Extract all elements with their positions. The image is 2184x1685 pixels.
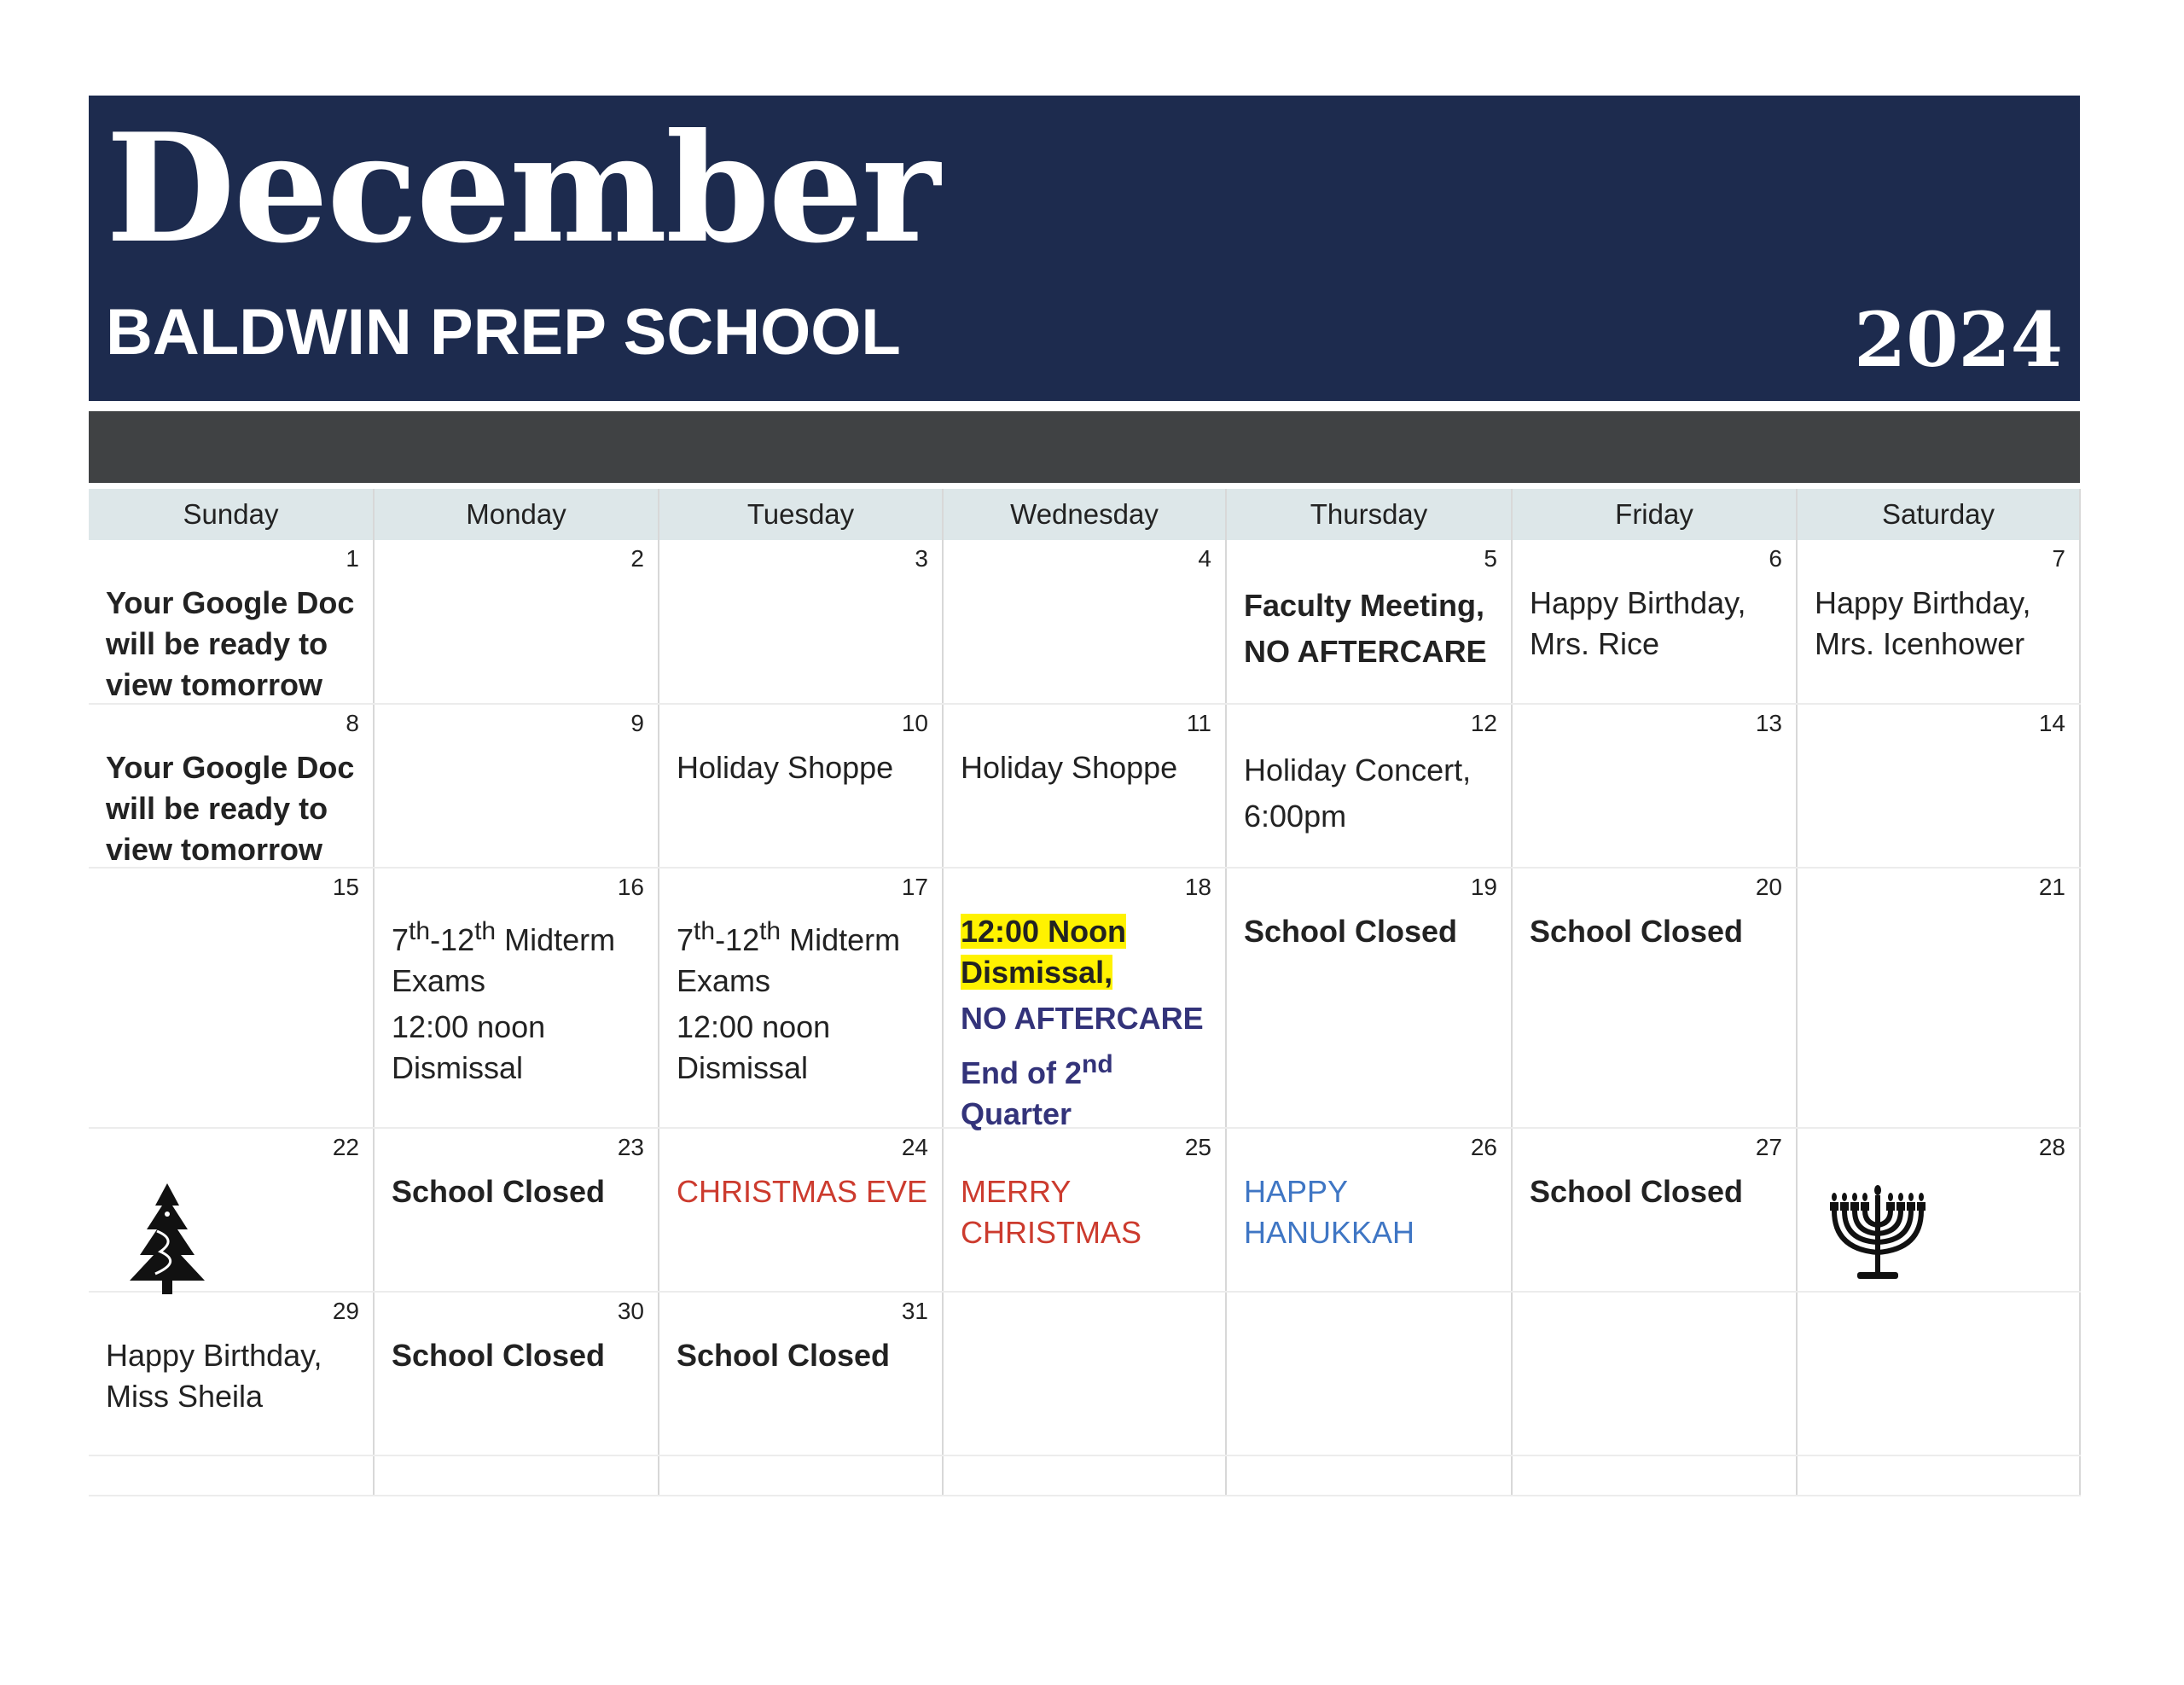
day-number: 3 — [915, 545, 928, 572]
day-events — [961, 1171, 1213, 1253]
day-number: 2 — [630, 545, 644, 572]
week-row — [89, 1128, 2080, 1292]
empty-day-cell — [943, 1455, 1226, 1496]
day-cell-18 — [943, 868, 1226, 1131]
day-cell-26 — [1226, 1128, 1512, 1292]
day-number: 22 — [332, 1134, 359, 1160]
decorative-band — [89, 411, 2080, 483]
day-cell-6 — [1512, 540, 1797, 704]
day-number: 10 — [901, 710, 928, 736]
event-text: Midterm — [781, 922, 901, 957]
event-line: Happy Birthday, — [106, 1338, 322, 1373]
event-line: Dismissal — [677, 1050, 809, 1085]
event-line: HAPPY — [1244, 1174, 1349, 1209]
day-cell-3 — [659, 540, 943, 704]
day-number: 21 — [2038, 874, 2065, 900]
ordinal-suffix: th — [474, 917, 497, 945]
day-number: 20 — [1755, 874, 1782, 900]
day-cell-15 — [89, 868, 374, 1128]
day-cell-20 — [1512, 868, 1797, 1128]
event-line: 12:00 noon — [677, 1009, 831, 1044]
ordinal-suffix: th — [694, 917, 716, 945]
week-row — [89, 1292, 2080, 1455]
day-number: 7 — [2052, 545, 2065, 572]
event-line — [961, 1044, 1213, 1094]
day-cell-1 — [89, 540, 374, 704]
day-events — [961, 911, 1213, 1135]
day-number: 31 — [901, 1298, 928, 1324]
day-number: 25 — [1184, 1134, 1211, 1160]
event-line — [392, 911, 646, 961]
event-line: Holiday Shoppe — [961, 750, 1178, 785]
event-line: School Closed — [392, 1338, 606, 1373]
christmas-tree-icon — [126, 1180, 208, 1300]
empty-day-cell — [659, 1455, 943, 1496]
weekday-tuesday: Tuesday — [659, 489, 943, 540]
day-cell-7 — [1797, 540, 2080, 704]
grade-start: 7 — [392, 922, 410, 957]
day-cell-28 — [1797, 1128, 2080, 1292]
day-cell-17 — [659, 868, 943, 1128]
weekday-wednesday: Wednesday — [943, 489, 1226, 540]
day-number: 4 — [1198, 545, 1211, 572]
empty-day-cell — [1797, 1455, 2080, 1496]
event-line: Holiday Concert, — [1244, 752, 1472, 787]
day-events — [677, 911, 930, 1089]
event-line: NO AFTERCARE — [961, 1001, 1204, 1036]
event-line: CHRISTMAS — [961, 1215, 1142, 1250]
event-line: Faculty Meeting, — [1244, 588, 1485, 623]
day-cell-4 — [943, 540, 1226, 704]
day-number: 1 — [346, 545, 359, 572]
day-number: 29 — [332, 1298, 359, 1324]
day-events — [392, 1171, 646, 1212]
day-number: 26 — [1470, 1134, 1497, 1160]
event-line: School Closed — [1530, 914, 1744, 949]
day-cell-14 — [1797, 704, 2080, 868]
grade-start: 7 — [677, 922, 694, 957]
grade-end: -12 — [715, 922, 760, 957]
day-number: 24 — [901, 1134, 928, 1160]
year-label: 2024 — [1854, 295, 2063, 384]
event-line: School Closed — [1530, 1174, 1744, 1209]
event-line: NO AFTERCARE — [1244, 634, 1487, 669]
grade-end: -12 — [430, 922, 475, 957]
day-number: 12 — [1470, 710, 1497, 736]
day-cell-22 — [89, 1128, 374, 1292]
event-line: view tomorrow — [106, 832, 323, 867]
day-cell-31 — [659, 1292, 943, 1455]
day-cell-25 — [943, 1128, 1226, 1292]
day-cell-9 — [374, 704, 659, 868]
day-cell-10 — [659, 704, 943, 868]
day-events — [392, 911, 646, 1089]
event-line: School Closed — [677, 1338, 891, 1373]
day-events — [1530, 911, 1784, 952]
highlighted-text: 12:00 Noon — [961, 914, 1127, 949]
day-cell-5 — [1226, 540, 1512, 704]
day-cell-16 — [374, 868, 659, 1128]
day-cell-24 — [659, 1128, 943, 1292]
ordinal-suffix: th — [409, 917, 431, 945]
menorah-icon — [1825, 1182, 1931, 1297]
event-line: MERRY — [961, 1174, 1072, 1209]
empty-day-cell — [374, 1455, 659, 1496]
day-number: 6 — [1769, 545, 1782, 572]
day-cell-8 — [89, 704, 374, 868]
event-line: will be ready to — [106, 791, 328, 826]
weekday-monday: Monday — [374, 489, 659, 540]
day-number: 17 — [901, 874, 928, 900]
day-number: 8 — [346, 710, 359, 736]
event-line: Miss Sheila — [106, 1379, 264, 1414]
event-line: Your Google Doc — [106, 750, 355, 785]
day-events — [677, 1171, 930, 1212]
week-row — [89, 540, 2080, 704]
day-cell-21 — [1797, 868, 2080, 1128]
empty-day-cell — [943, 1292, 1226, 1455]
day-events — [1815, 583, 2067, 665]
highlighted-text: Dismissal, — [961, 955, 1113, 990]
day-cell-19 — [1226, 868, 1512, 1128]
weekday-sunday: Sunday — [89, 489, 374, 540]
day-events — [392, 1335, 646, 1376]
day-number: 5 — [1484, 545, 1497, 572]
day-number: 16 — [617, 874, 644, 900]
week-row — [89, 704, 2080, 868]
day-events — [677, 1335, 930, 1376]
day-events — [961, 747, 1213, 788]
weekday-friday: Friday — [1512, 489, 1797, 540]
empty-day-cell — [1797, 1292, 2080, 1455]
day-events — [1530, 583, 1784, 665]
event-line: Dismissal — [392, 1050, 524, 1085]
empty-day-cell — [1226, 1292, 1512, 1455]
ordinal-suffix: nd — [1082, 1050, 1113, 1078]
event-line: HANUKKAH — [1244, 1215, 1415, 1250]
weekday-thursday: Thursday — [1226, 489, 1512, 540]
event-text: Midterm — [496, 922, 616, 957]
weekday-header-row — [89, 489, 2080, 540]
week-row — [89, 1455, 2080, 1496]
event-line — [961, 911, 1213, 952]
month-title: December — [106, 102, 939, 276]
day-cell-27 — [1512, 1128, 1797, 1292]
event-line — [961, 952, 1213, 993]
day-events — [1244, 1171, 1499, 1253]
day-events — [1530, 1171, 1784, 1212]
empty-day-cell — [1512, 1292, 1797, 1455]
day-events — [106, 1335, 361, 1417]
day-cell-23 — [374, 1128, 659, 1292]
day-events — [1244, 583, 1499, 675]
day-cell-2 — [374, 540, 659, 704]
day-events — [106, 583, 361, 706]
day-number: 15 — [332, 874, 359, 900]
event-line: view tomorrow — [106, 667, 323, 702]
day-events — [1244, 747, 1499, 840]
event-line: School Closed — [1244, 914, 1458, 949]
event-line: School Closed — [392, 1174, 606, 1209]
day-number: 28 — [2038, 1134, 2065, 1160]
day-events — [106, 747, 361, 870]
week-row — [89, 868, 2080, 1128]
event-line: 6:00pm — [1244, 799, 1347, 834]
event-line: Happy Birthday, — [1815, 585, 2031, 620]
day-number: 11 — [1186, 710, 1211, 736]
event-line: Happy Birthday, — [1530, 585, 1746, 620]
empty-day-cell — [1512, 1455, 1797, 1496]
day-cell-29 — [89, 1292, 374, 1455]
event-line: Holiday Shoppe — [677, 750, 894, 785]
event-line: 12:00 noon — [392, 1009, 546, 1044]
empty-day-cell — [89, 1455, 374, 1496]
day-number: 30 — [617, 1298, 644, 1324]
day-cell-12 — [1226, 704, 1512, 868]
ordinal-suffix: th — [759, 917, 781, 945]
day-number: 18 — [1184, 874, 1211, 900]
day-events — [1244, 911, 1499, 952]
event-line: Exams — [677, 963, 771, 998]
empty-day-cell — [1226, 1455, 1512, 1496]
day-number: 9 — [630, 710, 644, 736]
day-number: 19 — [1470, 874, 1497, 900]
day-number: 23 — [617, 1134, 644, 1160]
event-line — [677, 911, 930, 961]
school-name: BALDWIN PREP SCHOOL — [106, 296, 901, 369]
weekday-saturday: Saturday — [1797, 489, 2080, 540]
day-number: 13 — [1755, 710, 1782, 736]
day-events — [677, 747, 930, 788]
calendar-grid — [89, 489, 2081, 1496]
event-line: Mrs. Rice — [1530, 626, 1659, 661]
event-line: will be ready to — [106, 626, 328, 661]
day-cell-30 — [374, 1292, 659, 1455]
calendar-header — [89, 96, 2080, 401]
event-line: Your Google Doc — [106, 585, 355, 620]
day-number: 14 — [2038, 710, 2065, 736]
day-cell-11 — [943, 704, 1226, 868]
event-line: Quarter — [961, 1096, 1072, 1131]
day-number: 27 — [1755, 1134, 1782, 1160]
event-line: CHRISTMAS EVE — [677, 1174, 928, 1209]
event-line: Exams — [392, 963, 486, 998]
day-cell-13 — [1512, 704, 1797, 868]
event-line: Mrs. Icenhower — [1815, 626, 2025, 661]
event-text: End of 2 — [961, 1055, 1082, 1090]
